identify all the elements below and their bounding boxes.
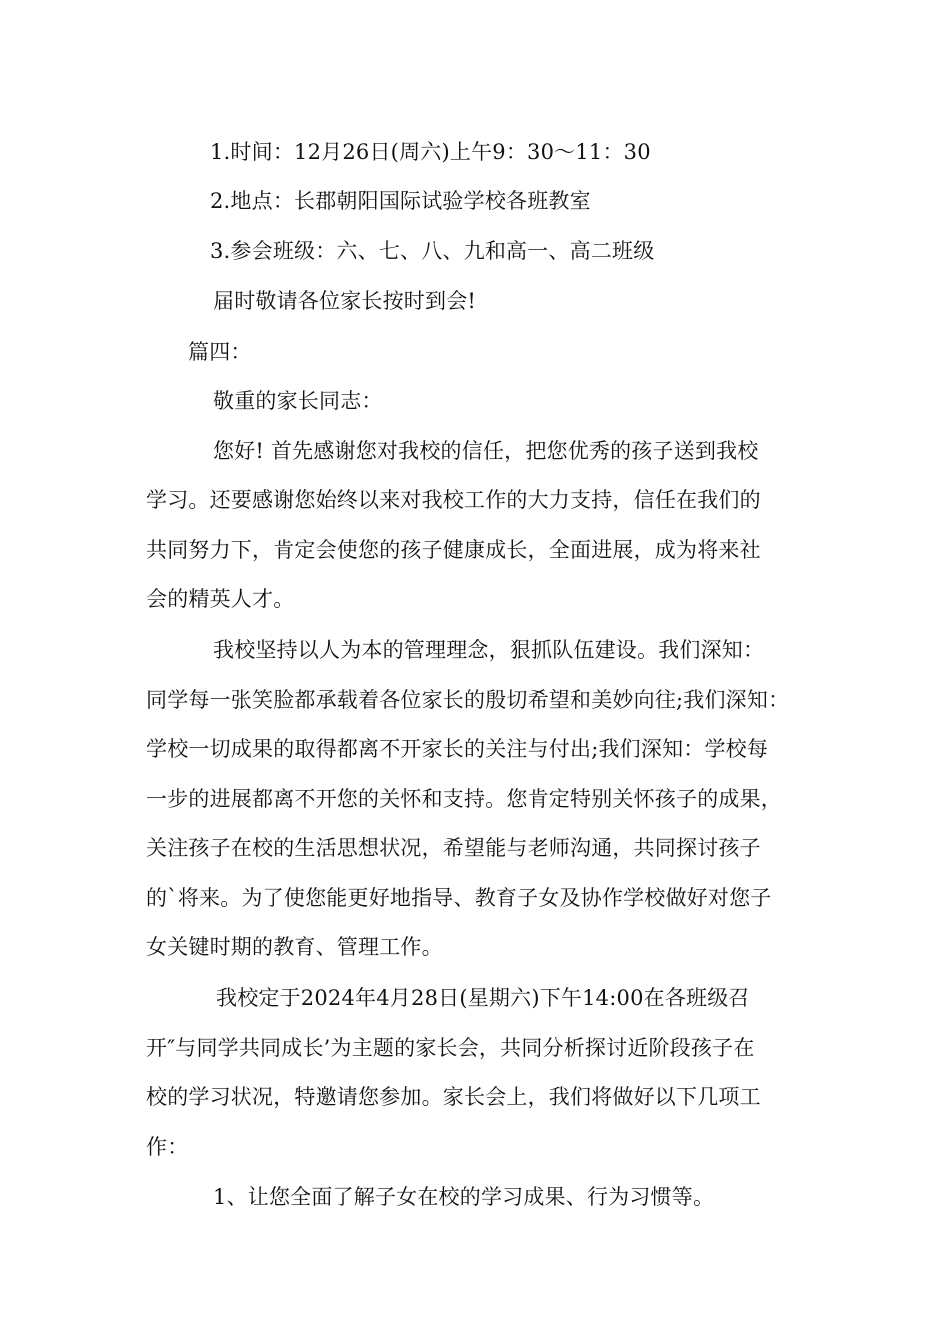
paragraph-2-line-3: 学校一切成果的取得都离不开家长的关注与付出;我们深知：学校每: [146, 737, 769, 761]
paragraph-2-line-4: 一步的进展都离不开您的关怀和支持。您肯定特别关怀孩子的成果，: [146, 787, 782, 811]
paragraph-1-line-1: 您好! 首先感谢您对我校的信任，把您优秀的孩子送到我校: [213, 439, 759, 463]
participating-classes-line: 3.参会班级：六、七、八、九和高一、高二班级: [210, 239, 655, 263]
paragraph-3-line-3: 校的学习状况，特邀请您参加。家长会上，我们将做好以下几项工: [146, 1085, 761, 1109]
meeting-location-line: 2.地点：长郡朝阳国际试验学校各班教室: [210, 189, 591, 213]
paragraph-2-line-2: 同学每一张笑脸都承载着各位家长的殷切希望和美妙向往;我们深知：: [146, 688, 790, 712]
paragraph-3-line-2: 开″与同学共同成长’为主题的家长会，共同分析探讨近阶段孩子在: [146, 1036, 755, 1060]
paragraph-1-line-3: 共同努力下，肯定会使您的孩子健康成长，全面进展，成为将来社: [146, 538, 761, 562]
paragraph-2-line-5: 关注孩子在校的生活思想状况，希望能与老师沟通，共同探讨孩子: [146, 836, 761, 860]
paragraph-2-line-1: 我校坚持以人为本的管理理念，狠抓队伍建设。我们深知：: [213, 638, 765, 662]
invitation-closing-line: 届时敬请各位家长按时到会!: [213, 289, 477, 313]
agenda-item-1: 1、让您全面了解子女在校的学习成果、行为习惯等。: [213, 1185, 715, 1209]
paragraph-3-line-4: 作：: [146, 1135, 189, 1159]
paragraph-1-line-2: 学习。还要感谢您始终以来对我校工作的大力支持，信任在我们的: [146, 488, 761, 512]
paragraph-2-line-7: 女关键时期的教育、管理工作。: [146, 935, 443, 959]
meeting-time-line: 1.时间：12月26日(周六)上午9：30～11：30: [210, 140, 651, 164]
paragraph-2-line-6: 的`将来。为了使您能更好地指导、教育子女及协作学校做好对您子: [146, 886, 772, 910]
paragraph-3-line-1: 我校定于2024年4月28日(星期六)下午14:00在各班级召: [216, 986, 750, 1010]
section-heading: 篇四：: [188, 340, 252, 364]
salutation-line: 敬重的家长同志：: [213, 389, 383, 413]
paragraph-1-line-4: 会的精英人才。: [146, 587, 295, 611]
